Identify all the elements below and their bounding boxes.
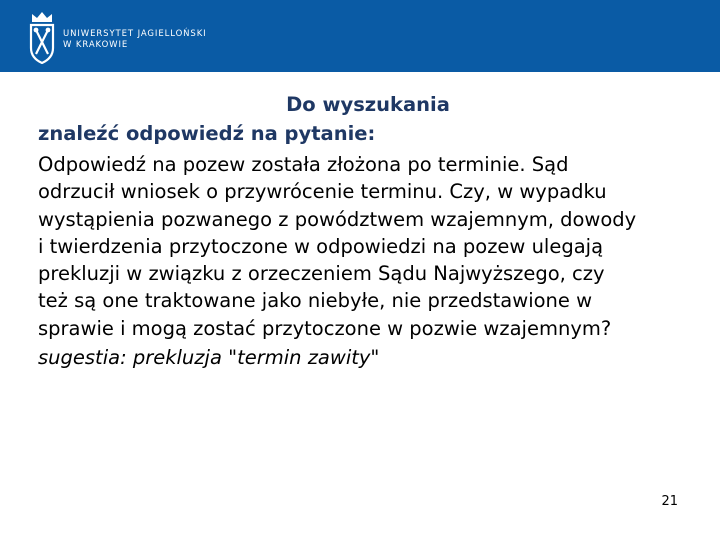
question-line: i twierdzenia przytoczone w odpowiedzi na pozew ulegają xyxy=(38,234,604,258)
slide-title: Do wyszukania xyxy=(286,93,450,116)
question-line: prekluzji w związku z orzeczeniem Sądu Najwyższego, czy xyxy=(38,262,605,286)
slide-subtitle: znaleźć odpowiedź na pytanie: xyxy=(38,122,376,145)
question-line: wystąpienia pozwanego z powództwem wzajemnym, dowody xyxy=(38,207,637,231)
question-text xyxy=(38,151,698,342)
slide-content xyxy=(38,91,698,372)
question-line: Odpowiedź na pozew została złożona po terminie. Sąd xyxy=(38,153,569,176)
university-name-line-2: W KRAKOWIE xyxy=(63,40,129,50)
university-crest-icon xyxy=(28,10,56,64)
question-line: też są one traktowane jako niebyłe, nie przedstawione w xyxy=(38,289,593,313)
question-line: odrzucił wniosek o przywrócenie terminu. Czy, w wypadku xyxy=(38,180,607,204)
university-name-line-1: UNIWERSYTET JAGIELLOŃSKI xyxy=(63,29,207,39)
question-line: sprawie i mogą zostać przytoczone w pozwie wzajemnym? xyxy=(38,316,612,340)
suggestion-text: sugestia: prekluzja "termin zawity" xyxy=(38,346,380,370)
page-number: 21 xyxy=(661,494,678,509)
university-name xyxy=(63,29,207,51)
header-bar xyxy=(0,0,720,72)
